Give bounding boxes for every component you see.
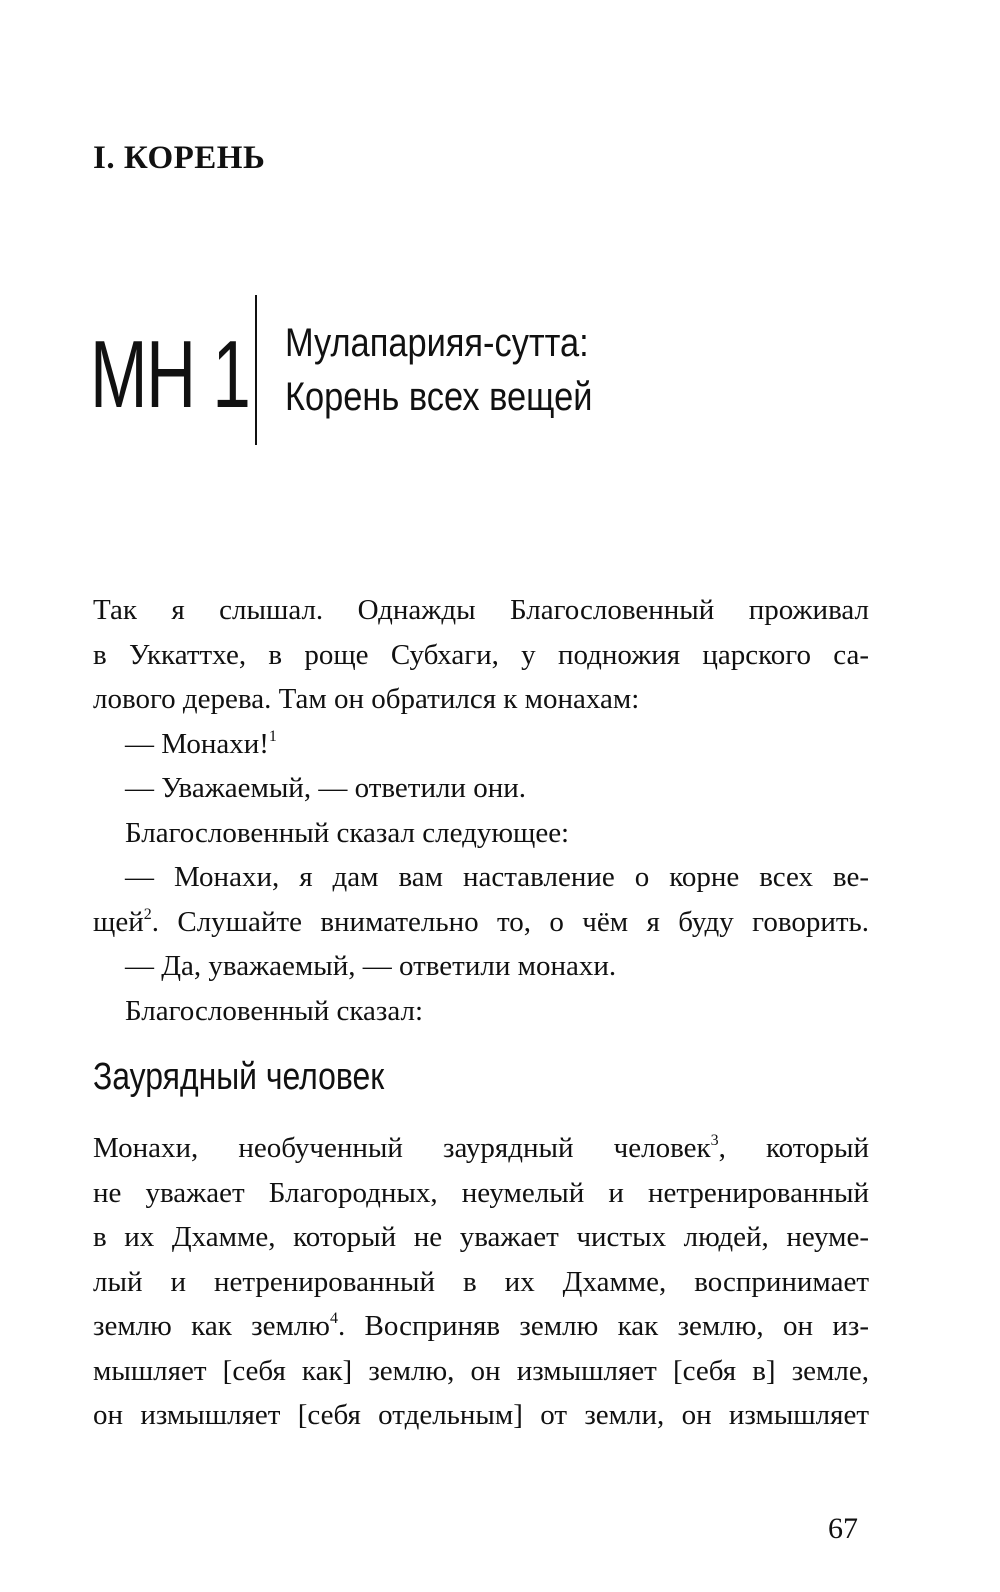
dialogue-text: — Монахи! [125, 727, 269, 760]
text-line: Так я слышал. Однажды Благословенный проживал [93, 594, 869, 626]
text-line [93, 1126, 869, 1171]
text-line: в их Дхамме, который не уважает чистых людей, неуме- [93, 1221, 869, 1253]
vertical-rule [255, 295, 257, 445]
intro-text [93, 588, 869, 1033]
part-title: I. КОРЕНЬ [93, 140, 266, 176]
sutta-title-line-1: Мулапарияя-сутта: [285, 321, 589, 365]
page-number: 67 [828, 1512, 858, 1545]
section-heading: Заурядный человек [93, 1056, 385, 1098]
dialogue-line: — Да, уважаемый, — ответили монахи. [125, 950, 617, 982]
text-fragment: . Восприняв землю как землю, он из- [337, 1310, 869, 1342]
text-line: он измышляет [себя отдельным] от земли, он измышляет [93, 1399, 869, 1431]
text-fragment: . Слушайте внимательно то, о чём я буду говорить. [151, 905, 869, 938]
text-line [93, 900, 869, 945]
narration-line: Благословенный сказал: [125, 994, 424, 1027]
text-fragment: , который [718, 1132, 869, 1164]
dialogue-line [93, 722, 869, 767]
footnote-marker[interactable]: 2 [143, 905, 152, 923]
section-text [93, 1126, 869, 1438]
dialogue-line: — Уважаемый, — ответили они. [125, 772, 526, 804]
text-line: лый и нетренированный в их Дхамме, воспринимает [93, 1265, 869, 1298]
sutta-title-line-2: Корень всех вещей [285, 375, 593, 419]
sutta-header [90, 295, 642, 445]
text-fragment: Монахи, необученный заурядный человек [93, 1132, 711, 1164]
footnote-marker[interactable]: 1 [268, 727, 277, 745]
narration-line: Благословенный сказал следующее: [125, 816, 570, 849]
footnote-marker[interactable]: 3 [710, 1132, 719, 1149]
text-fragment: щей [93, 905, 144, 938]
sutta-title [285, 316, 592, 424]
sutta-code: МН 1 [90, 321, 250, 428]
dialogue-line: — Монахи, я дам вам наставление о корне всех ве- [125, 861, 869, 893]
text-line: в Уккаттхе, в роще Субхаги, у подножия царского са- [93, 638, 869, 671]
text-fragment: землю как землю [93, 1310, 330, 1342]
footnote-marker[interactable]: 4 [329, 1310, 338, 1327]
text-line [93, 1304, 869, 1349]
text-line: мышляет [себя как] землю, он измышляет [себя в] земле, [93, 1354, 869, 1387]
text-line: не уважает Благородных, неумелый и нетренированный [93, 1176, 869, 1209]
text-line: лового дерева. Там он обратился к монахам: [93, 683, 640, 715]
